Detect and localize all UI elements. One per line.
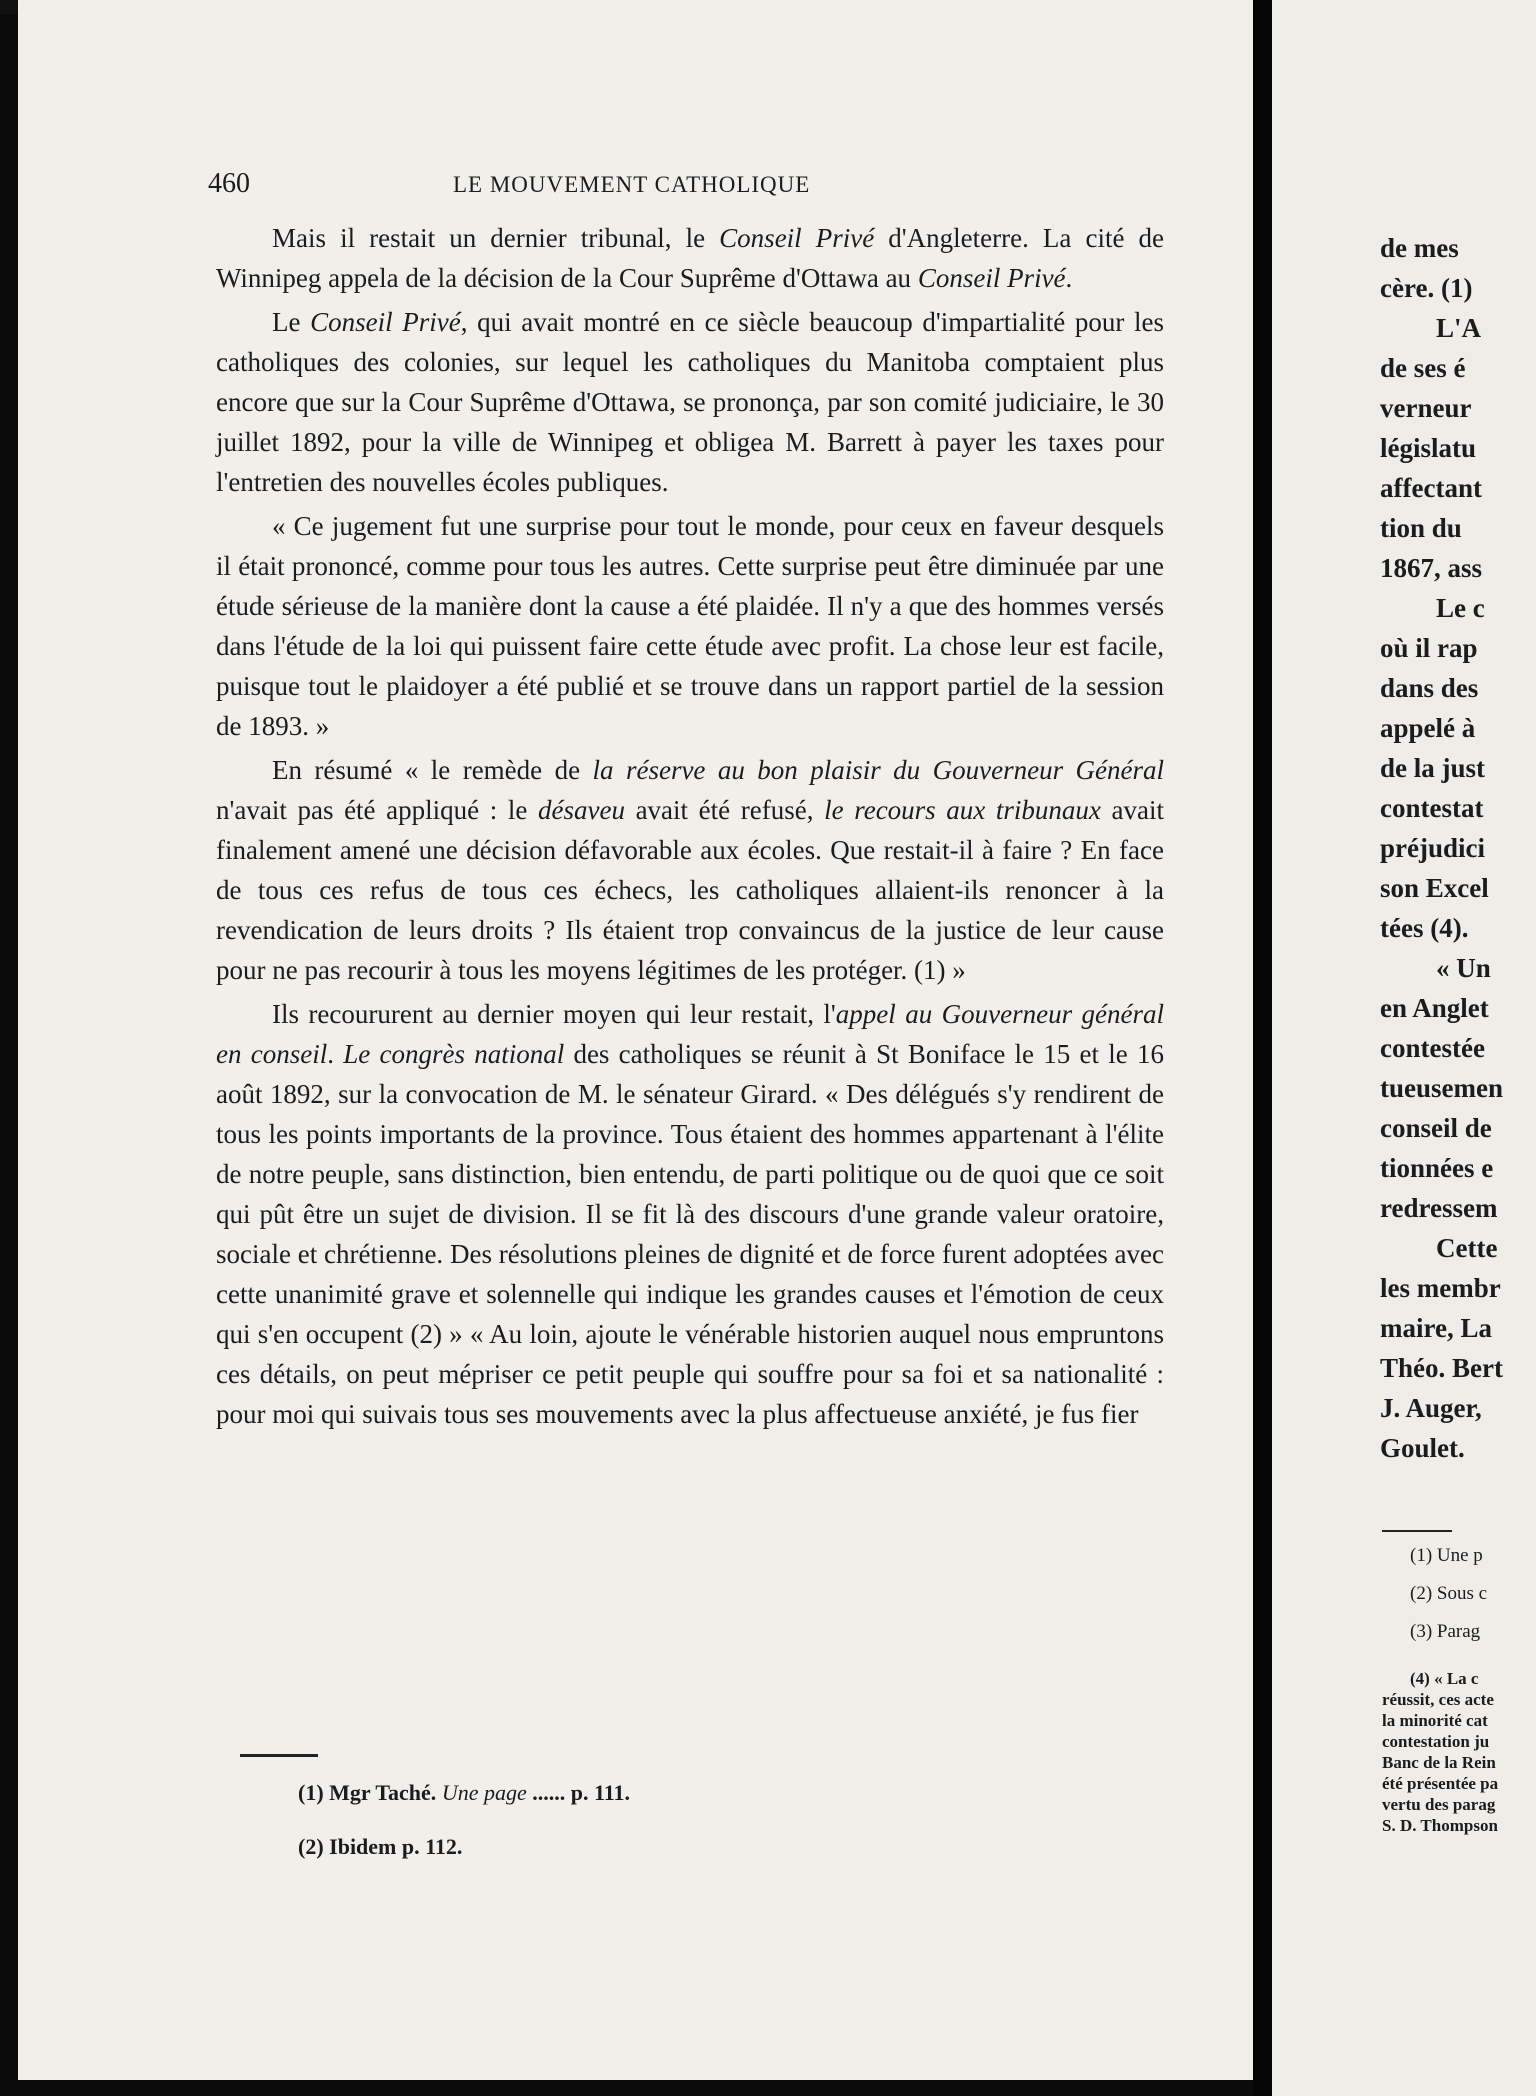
footnote: (2) Sous c (1410, 1583, 1488, 1604)
text-run: des catholiques se réunit à St Boniface le 15 et le 16 août 1892, sur la convocation de M. le sénateur Girard. « Des délégués s'y rendirent de tous les points importants de la province. Tous étaient des hommes appartenant à l'élite de notre peuple, sans distinction, bien entendu, de parti politique ou de quoi que ce soit qui pût être un sujet de division. Il se fit là des discours d'une grande valeur oratoire, sociale et chrétienne. Des résolutions pleines de dignité et de force furent adoptées avec cette unanimité grave et solennelle qui indique les grandes causes et l'émotion de ceux qui s'en occupent (2) » « Au loin, ajoute le vénérable historien auquel nous empruntons ces détails, on peut mépriser ce petit peuple qui souffre pour sa foi et sa nationalité : pour moi qui suivais tous ses mouvements avec la plus affectueuse anxiété, je fus fier (216, 1039, 1164, 1429)
text-run: Mais il restait un dernier tribunal, le (272, 223, 720, 253)
text-line: L'A (1436, 313, 1482, 343)
text-run: n'avait pas été appliqué : le (216, 795, 538, 825)
italic-run: appel au Gouverneur général en conseil (216, 999, 1164, 1069)
text-line: appelé à (1380, 713, 1476, 743)
italic-run: Conseil Privé (719, 223, 875, 253)
text-line: Goulet. (1380, 1433, 1465, 1463)
paragraph-4 (216, 750, 1164, 990)
text-line: contestat (1380, 793, 1484, 823)
body-text (216, 218, 1164, 1434)
text-line: de la just (1380, 753, 1486, 783)
page-number: 460 (208, 168, 250, 199)
text-line: Théo. Bert (1380, 1353, 1503, 1383)
text-line: en Anglet (1380, 993, 1489, 1023)
text-run: Le (272, 307, 311, 337)
text-line: son Excel (1380, 873, 1489, 903)
right-footnote-rule (1382, 1530, 1452, 1532)
text-line: de mes (1380, 233, 1459, 263)
text-line: affectant (1380, 473, 1482, 503)
footnote-line: S. D. Thompson (1382, 1816, 1498, 1835)
text-line: tées (4). (1380, 913, 1469, 943)
footnote-line: vertu des parag (1382, 1795, 1496, 1814)
text-line: où il rap (1380, 633, 1478, 663)
footnote-1 (298, 1780, 630, 1834)
footnote-line: la minorité cat (1382, 1711, 1488, 1730)
text-line: J. Auger, (1380, 1393, 1482, 1423)
italic-run: Conseil Privé (917, 263, 1066, 293)
text-run: ...... p. 111. (526, 1780, 631, 1805)
text-line: redressem (1380, 1193, 1498, 1223)
right-footnotes (1410, 1545, 1487, 1659)
paragraph-3: « Ce jugement fut une surprise pour tout le monde, pour ceux en faveur desquels il était prononcé, comme pour tous les autres. Cette surprise peut être diminuée par une étude sérieuse de la manière dont la cause a été plaidée. Il n'y a que des hommes versés dans l'étude de la loi qui puissent faire cette étude avec profit. La chose leur est facile, puisque tout le plaidoyer a été publié et se trouve dans un rapport partiel de la session de 1893. » (216, 511, 1164, 741)
italic-run: le recours aux tribunaux (824, 795, 1101, 825)
text-line: conseil de (1380, 1113, 1492, 1143)
text-run: (1) Mgr Taché. (298, 1780, 442, 1805)
text-line: Le c (1436, 593, 1485, 623)
text-line: Cette (1436, 1233, 1498, 1263)
right-page (1272, 0, 1536, 2096)
right-page-text (1380, 228, 1503, 1468)
paragraph-2 (216, 302, 1164, 502)
footnote-line: contestation ju (1382, 1732, 1490, 1751)
footnote-2: (2) Ibidem p. 112. (298, 1834, 463, 1859)
text-line: législatu (1380, 433, 1477, 463)
footnote: (1) Une p (1410, 1545, 1483, 1566)
text-run: Ils recoururent au dernier moyen qui leur restait, l' (272, 999, 836, 1029)
text-line: dans des (1380, 673, 1479, 703)
footnote: (3) Parag (1410, 1621, 1481, 1642)
italic-run: Une page (441, 1780, 527, 1805)
text-line: de ses é (1380, 353, 1466, 383)
footnotes (298, 1780, 630, 1888)
italic-run: Le congrès national (343, 1039, 565, 1069)
page-header (208, 168, 1168, 208)
italic-run: la réserve au bon plaisir du Gouverneur Général (592, 755, 1165, 785)
text-line: tion du (1380, 513, 1462, 543)
footnote-line: (4) « La c (1410, 1669, 1479, 1688)
italic-run: Conseil Privé (310, 307, 461, 337)
running-title: LE MOUVEMENT CATHOLIQUE (453, 172, 811, 197)
text-run: . (1065, 263, 1073, 293)
footnote-line: Banc de la Rein (1382, 1753, 1496, 1772)
footnote-line: réussit, ces acte (1382, 1690, 1494, 1709)
text-run: avait été refusé, (624, 795, 825, 825)
text-line: préjudici (1380, 833, 1485, 863)
text-run: . (327, 1039, 344, 1069)
text-line: 1867, ass (1380, 553, 1483, 583)
text-line: contestée (1380, 1033, 1485, 1063)
paragraph-1 (216, 218, 1164, 298)
text-run: , qui avait montré en ce siècle beaucoup d'impartialité pour les catholiques des colonies, sur lequel les catholiques du Manitoba comptaient plus encore que sur la Cour Suprême d'Ottawa, se prononça, par son comité judiciaire, le 30 juillet 1892, pour la ville de Winnipeg et obligea M. Barrett à payer les taxes pour l'entretien des nouvelles écoles publiques. (216, 307, 1164, 497)
text-run: avait finalement amené une décision défavorable aux écoles. Que restait-il à faire ? En face de tous ces refus de tous ces échecs, les catholiques allaient-ils renoncer à la revendication de leurs droits ? Ils étaient trop convaincus de la justice de leur cause pour ne pas recourir à tous les moyens légitimes de les protéger. (1) » (216, 795, 1164, 985)
italic-run: désaveu (537, 795, 625, 825)
text-run: En résumé « le remède de (272, 755, 593, 785)
text-line: verneur (1380, 393, 1472, 423)
text-line: les membr (1380, 1273, 1501, 1303)
footnote-line: été présentée pa (1382, 1774, 1499, 1793)
right-footnote-4 (1382, 1668, 1498, 1836)
text-line: « Un (1436, 953, 1491, 983)
text-line: maire, La (1380, 1313, 1492, 1343)
text-line: cère. (1) (1380, 273, 1473, 303)
text-line: tueusemen (1380, 1073, 1503, 1103)
book-spine-gutter (1253, 0, 1272, 2096)
footnote-rule (240, 1754, 318, 1757)
text-line: tionnées e (1380, 1153, 1494, 1183)
paragraph-5 (216, 994, 1164, 1434)
text-run: d'Angleterre. La cité de Winnipeg appela de la décision de la Cour Suprême d'Ottawa au (216, 223, 1164, 293)
